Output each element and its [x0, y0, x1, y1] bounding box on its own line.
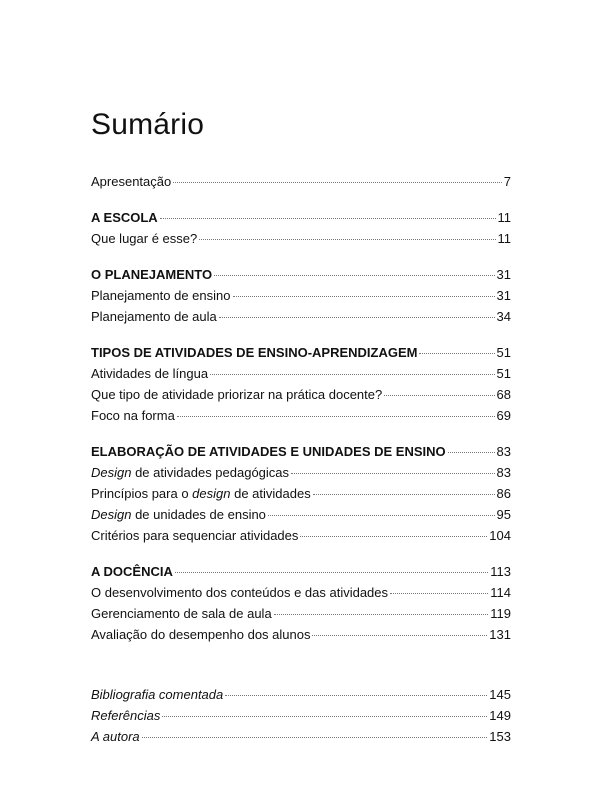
dot-leader: [173, 182, 502, 183]
toc-entry-title: [91, 288, 231, 304]
toc-entry-title-part: Critérios para sequenciar atividades: [91, 528, 299, 543]
dot-leader: [448, 452, 495, 453]
toc-page-number: 113: [490, 564, 511, 579]
toc-entry-title-part: Princípios para o: [91, 486, 193, 501]
toc-entry: [91, 606, 511, 622]
toc-entry: [91, 444, 511, 460]
toc-entry-title-part: de unidades de ensino: [131, 507, 266, 522]
toc-entry-title: [91, 231, 197, 247]
dot-leader: [313, 494, 495, 495]
toc-page-number: 145: [489, 687, 511, 702]
dot-leader: [300, 536, 487, 537]
toc-entry: [91, 507, 511, 523]
toc-entry-title-part: Planejamento de aula: [91, 309, 217, 324]
dot-leader: [177, 416, 495, 417]
toc-page-number: 51: [496, 366, 511, 381]
toc-page-number: 131: [489, 627, 511, 642]
toc-entry: [91, 366, 511, 382]
toc-entry-title-italic-part: Design: [91, 465, 132, 480]
toc-page-number: 114: [490, 585, 511, 600]
toc-entry: [91, 465, 511, 481]
toc-entry-title: [91, 174, 171, 190]
toc-entry-title: [91, 345, 417, 361]
toc-entry: [91, 288, 511, 304]
toc-page-number: 11: [497, 231, 511, 246]
toc-entry-title: [91, 687, 223, 703]
toc-entry-title: [91, 408, 175, 424]
toc-entry: [91, 585, 511, 601]
toc-page-number: 83: [496, 465, 511, 480]
toc-entry: [91, 564, 511, 580]
toc-entry-title: [91, 528, 298, 544]
toc-entry-title-part: Que lugar é esse?: [91, 231, 198, 246]
toc-entry-title: [91, 507, 266, 523]
toc-entry: [91, 486, 511, 502]
toc-entry-title-italic-part: Design: [91, 507, 132, 522]
toc-entry-title-part: Planejamento de ensino: [91, 288, 231, 303]
dot-leader: [268, 515, 495, 516]
toc-entry-title: [91, 729, 140, 745]
dot-leader: [274, 614, 489, 615]
toc-page-number: 153: [489, 729, 511, 744]
toc-entry-title: [91, 585, 388, 601]
toc-entry: [91, 387, 511, 403]
toc-entry: [91, 174, 511, 190]
toc-entry: [91, 408, 511, 424]
toc-entry-title-part: A DOCÊNCIA: [91, 564, 173, 579]
toc-page-number: 68: [496, 387, 511, 402]
dot-leader: [175, 572, 488, 573]
toc-entry-title-part: O PLANEJAMENTO: [91, 267, 213, 282]
toc-entry-title-part: O desenvolvimento dos conteúdos e das atividades: [91, 585, 389, 600]
toc-entry-title: [91, 444, 446, 460]
toc-entry: [91, 528, 511, 544]
toc-page-number: 7: [503, 174, 511, 189]
toc-page-number: 119: [490, 606, 511, 621]
toc-entry-title-part: de atividades: [230, 486, 311, 501]
toc-page-number: 31: [496, 288, 511, 303]
toc-entry-title-part: Avaliação do desempenho dos alunos: [91, 627, 311, 642]
toc-page-number: 69: [496, 408, 511, 423]
dot-leader: [291, 473, 495, 474]
toc-entry-title-part: Foco na forma: [91, 408, 175, 423]
toc-entry-title-part: ELABORAÇÃO DE ATIVIDADES E UNIDADES DE ENSINO: [91, 444, 446, 459]
toc-entry-title-part: A ESCOLA: [91, 210, 158, 225]
toc-entry-title: [91, 309, 217, 325]
toc-entry-title-part: Gerenciamento de sala de aula: [91, 606, 272, 621]
toc-entry-title-part: de atividades pedagógicas: [131, 465, 290, 480]
toc-entry-title: [91, 486, 311, 502]
dot-leader: [210, 374, 494, 375]
toc-entry: [91, 267, 511, 283]
dot-leader: [390, 593, 488, 594]
toc-entry-title: [91, 210, 158, 226]
toc-entry-title: [91, 708, 160, 724]
toc-entry-title-italic-part: design: [192, 486, 231, 501]
dot-leader: [162, 716, 487, 717]
dot-leader: [384, 395, 494, 396]
toc-entry: [91, 231, 511, 247]
toc-entry-title-part: Atividades de língua: [91, 366, 209, 381]
toc-page-number: 95: [496, 507, 511, 522]
toc-entry: [91, 627, 511, 643]
toc-entry-title: [91, 366, 208, 382]
dot-leader: [199, 239, 495, 240]
dot-leader: [142, 737, 488, 738]
dot-leader: [160, 218, 496, 219]
toc-entry-title-part: Apresentação: [91, 174, 172, 189]
toc-entry-title: [91, 267, 212, 283]
dot-leader: [219, 317, 495, 318]
toc-entry-title: [91, 387, 382, 403]
page-title: Sumário: [91, 108, 205, 141]
toc-entry: [91, 309, 511, 325]
toc-page-number: 86: [496, 486, 511, 501]
dot-leader: [312, 635, 487, 636]
toc-entry-title: [91, 465, 289, 481]
toc-entry: [91, 708, 511, 724]
dot-leader: [225, 695, 487, 696]
toc-entry-title-part: A autora: [91, 729, 140, 744]
toc-entry-title-part: Que tipo de atividade priorizar na prática docente?: [91, 387, 383, 402]
toc-entry-title: [91, 627, 310, 643]
dot-leader: [214, 275, 494, 276]
toc-entry: [91, 687, 511, 703]
toc-entry: [91, 210, 511, 226]
toc-entry-title: [91, 564, 173, 580]
toc-entry-title-part: TIPOS DE ATIVIDADES DE ENSINO-APRENDIZAGEM: [91, 345, 418, 360]
toc-entry: [91, 729, 511, 745]
toc-entry-title-part: Bibliografia comentada: [91, 687, 224, 702]
dot-leader: [233, 296, 495, 297]
toc-entry-title-part: Referências: [91, 708, 161, 723]
toc-page-number: 51: [496, 345, 511, 360]
toc-page-number: 83: [496, 444, 511, 459]
toc-entry: [91, 345, 511, 361]
toc-page-number: 104: [489, 528, 511, 543]
dot-leader: [419, 353, 494, 354]
toc-page-number: 149: [489, 708, 511, 723]
toc-page-number: 31: [496, 267, 511, 282]
toc-page-number: 11: [497, 210, 511, 225]
toc-entry-title: [91, 606, 272, 622]
toc-page-number: 34: [496, 309, 511, 324]
